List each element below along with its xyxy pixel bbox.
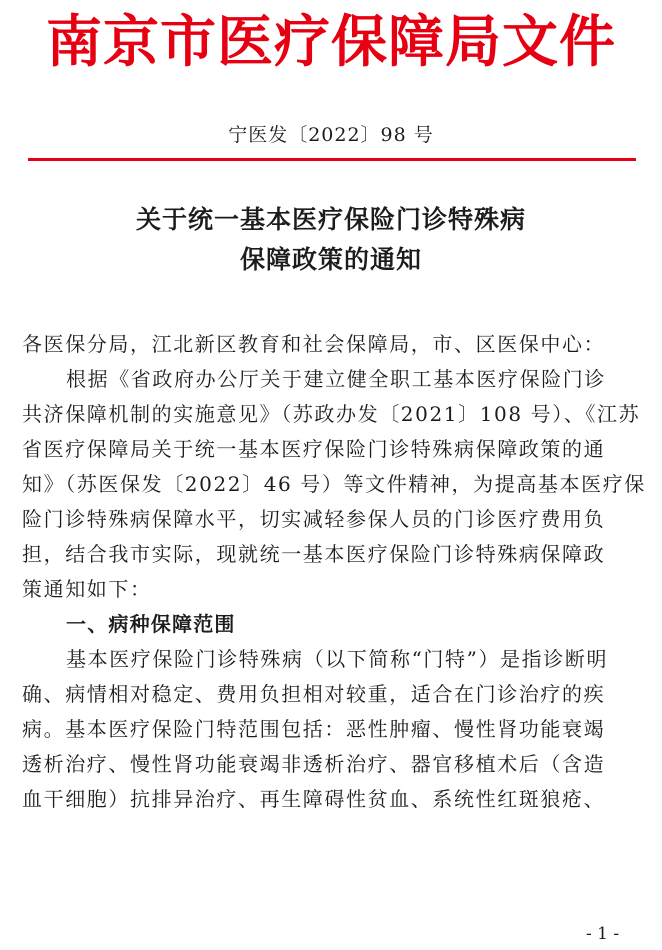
document-title-line-2: 保障政策的通知	[239, 245, 422, 274]
paragraph-1-line: 共济保障机制的实施意见》（苏政办发〔2021〕108 号）、《江苏	[22, 402, 641, 426]
section-1-line: 基本医疗保险门诊特殊病（以下简称“门特”）是指诊断明	[66, 647, 609, 671]
page-number: - 1 -	[586, 924, 620, 944]
document-number: 宁医发〔2022〕98 号	[228, 124, 434, 146]
document-body	[22, 327, 646, 817]
paragraph-1-line: 省医疗保障局关于统一基本医疗保险门诊特殊病保障政策的通	[22, 437, 606, 461]
paragraph-1-line: 担，结合我市实际，现就统一基本医疗保险门诊特殊病保障政	[22, 542, 606, 566]
paragraph-1-line: 险门诊特殊病保障水平，切实减轻参保人员的门诊医疗费用负	[22, 507, 606, 531]
paragraph-1-line: 知》（苏医保发〔2022〕46 号）等文件精神，为提高基本医疗保	[22, 472, 646, 496]
paragraph-1-line: 根据《省政府办公厅关于建立健全职工基本医疗保险门诊	[66, 367, 606, 391]
paragraph-1-line: 策通知如下：	[22, 577, 152, 601]
section-1-line: 确、病情相对稳定、费用负担相对较重，适合在门诊治疗的疾	[22, 682, 606, 706]
section-1-heading: 一、病种保障范围	[66, 612, 236, 636]
document-title	[0, 200, 662, 280]
red-divider-line	[28, 158, 636, 161]
section-1-line: 透析治疗、慢性肾功能衰竭非透析治疗、器官移植术后（含造	[22, 752, 606, 776]
document-title-line-1: 关于统一基本医疗保险门诊特殊病	[135, 205, 526, 234]
addressee-line: 各医保分局，江北新区教育和社会保障局，市、区医保中心：	[22, 332, 606, 356]
agency-header-title: 南京市医疗保障局文件	[46, 9, 616, 75]
section-1-line: 血干细胞）抗排异治疗、再生障碍性贫血、系统性红斑狼疮、	[22, 787, 606, 811]
section-1-line: 病。基本医疗保险门特范围包括：恶性肿瘤、慢性肾功能衰竭	[22, 717, 606, 741]
